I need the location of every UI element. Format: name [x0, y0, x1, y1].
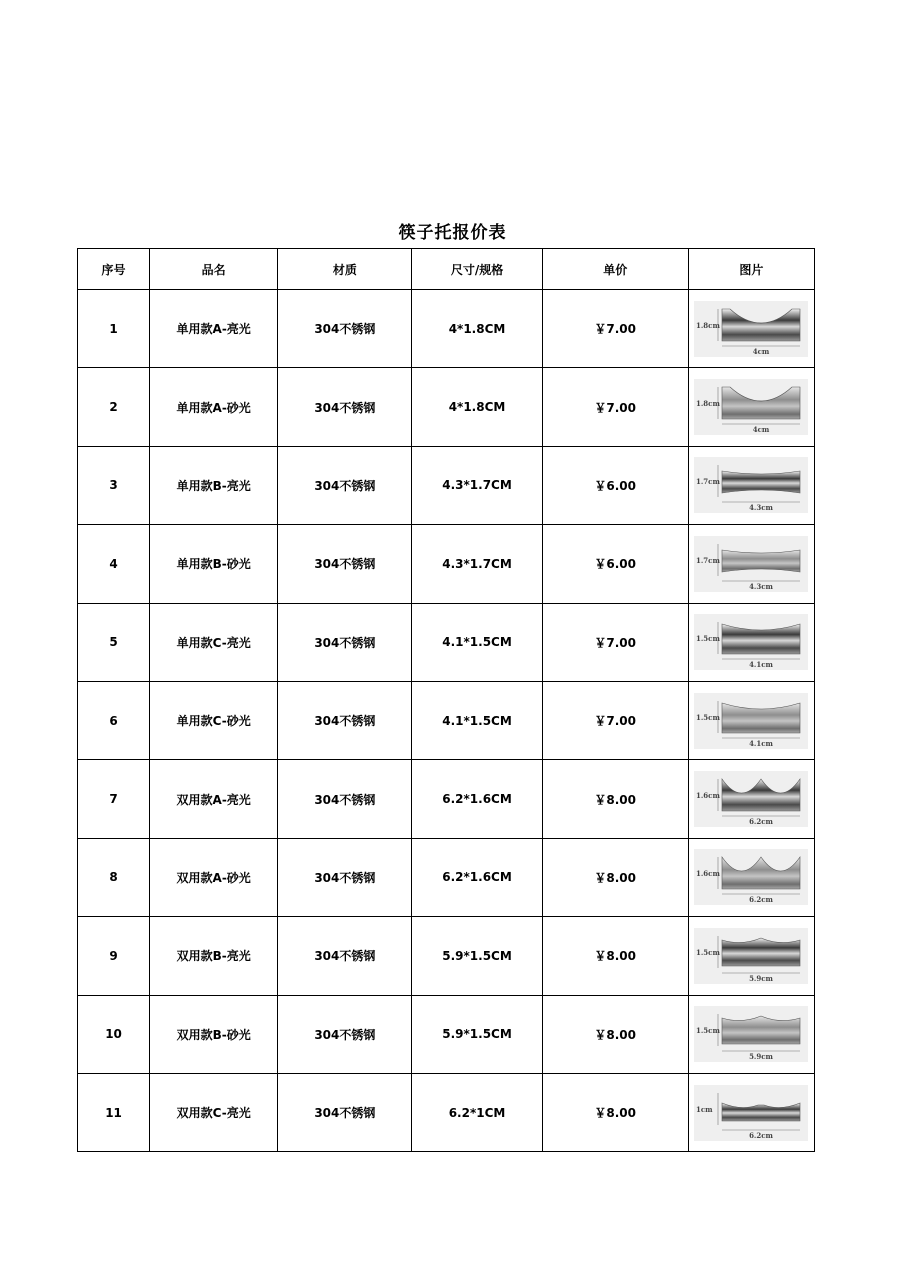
row-no: 3: [78, 446, 150, 524]
header-size: 尺寸/规格: [412, 249, 542, 290]
row-material: 304不锈钢: [278, 995, 412, 1073]
table-row: [78, 368, 815, 446]
dimension-width-label: 4.1cm: [749, 738, 774, 748]
row-image-cell: [688, 760, 814, 838]
chopstick-rest-shape: [722, 550, 800, 572]
table-row: [78, 1073, 815, 1151]
chopstick-rest-shape: [722, 471, 800, 493]
dimension-width-label: 6.2cm: [749, 1130, 774, 1140]
row-material: 304不锈钢: [278, 1073, 412, 1151]
dimension-width-label: 4cm: [753, 425, 770, 435]
dimension-height-label: 1.5cm: [696, 634, 721, 644]
row-price: ￥7.00: [542, 681, 688, 759]
row-name: 双用款B-亮光: [150, 917, 278, 995]
row-no: 10: [78, 995, 150, 1073]
row-price: ￥6.00: [542, 446, 688, 524]
row-size: 4.3*1.7CM: [412, 525, 542, 603]
row-name: 单用款B-砂光: [150, 525, 278, 603]
table-row: [78, 446, 815, 524]
header-name: 品名: [150, 249, 278, 290]
chopstick-rest-photo: [694, 928, 808, 984]
row-material: 304不锈钢: [278, 368, 412, 446]
row-name: 单用款B-亮光: [150, 446, 278, 524]
header-image: 图片: [688, 249, 814, 290]
row-price: ￥8.00: [542, 917, 688, 995]
dimension-height-label: 1.5cm: [696, 712, 721, 722]
row-size: 5.9*1.5CM: [412, 917, 542, 995]
chopstick-rest-photo: [694, 1085, 808, 1141]
row-name: 双用款A-砂光: [150, 838, 278, 916]
row-name: 双用款A-亮光: [150, 760, 278, 838]
dimension-height-label: 1.8cm: [696, 320, 721, 330]
dimension-height-label: 1.8cm: [696, 399, 721, 409]
dimension-height-label: 1.7cm: [696, 477, 721, 487]
chopstick-rest-photo: [694, 771, 808, 827]
row-size: 4*1.8CM: [412, 290, 542, 368]
row-price: ￥7.00: [542, 603, 688, 681]
dimension-width-label: 6.2cm: [749, 895, 774, 905]
row-name: 单用款C-亮光: [150, 603, 278, 681]
row-name: 双用款B-砂光: [150, 995, 278, 1073]
table-row: [78, 603, 815, 681]
table-header-row: [78, 249, 815, 290]
price-table: [77, 248, 815, 1152]
row-no: 4: [78, 525, 150, 603]
row-size: 6.2*1CM: [412, 1073, 542, 1151]
chopstick-rest-photo: [694, 536, 808, 592]
row-material: 304不锈钢: [278, 603, 412, 681]
dimension-height-label: 1.6cm: [696, 791, 721, 801]
row-no: 2: [78, 368, 150, 446]
chopstick-rest-photo: [694, 1006, 808, 1062]
chopstick-rest-photo: [694, 849, 808, 905]
row-no: 5: [78, 603, 150, 681]
row-name: 单用款C-砂光: [150, 681, 278, 759]
row-material: 304不锈钢: [278, 917, 412, 995]
table-row: [78, 681, 815, 759]
row-image-cell: [688, 446, 814, 524]
row-material: 304不锈钢: [278, 446, 412, 524]
row-image-cell: [688, 290, 814, 368]
dimension-width-label: 4.1cm: [749, 660, 774, 670]
row-image-cell: [688, 681, 814, 759]
row-material: 304不锈钢: [278, 290, 412, 368]
row-price: ￥8.00: [542, 838, 688, 916]
chopstick-rest-photo: [694, 614, 808, 670]
row-size: 4*1.8CM: [412, 368, 542, 446]
row-material: 304不锈钢: [278, 525, 412, 603]
row-no: 6: [78, 681, 150, 759]
row-no: 8: [78, 838, 150, 916]
row-size: 4.1*1.5CM: [412, 603, 542, 681]
dimension-width-label: 5.9cm: [749, 973, 774, 983]
dimension-width-label: 4.3cm: [749, 503, 774, 513]
header-price: 单价: [542, 249, 688, 290]
dimension-width-label: 5.9cm: [749, 1052, 774, 1062]
row-price: ￥8.00: [542, 995, 688, 1073]
chopstick-rest-photo: [694, 379, 808, 435]
row-image-cell: [688, 1073, 814, 1151]
row-material: 304不锈钢: [278, 681, 412, 759]
chopstick-rest-shape: [722, 938, 800, 966]
row-material: 304不锈钢: [278, 838, 412, 916]
row-material: 304不锈钢: [278, 760, 412, 838]
row-name: 双用款C-亮光: [150, 1073, 278, 1151]
row-no: 9: [78, 917, 150, 995]
dimension-width-label: 4cm: [753, 346, 770, 356]
row-no: 7: [78, 760, 150, 838]
chopstick-rest-photo: [694, 693, 808, 749]
row-image-cell: [688, 917, 814, 995]
dimension-height-label: 1cm: [696, 1104, 713, 1114]
row-price: ￥8.00: [542, 760, 688, 838]
row-image-cell: [688, 368, 814, 446]
chopstick-rest-shape: [722, 1016, 800, 1044]
table-row: [78, 995, 815, 1073]
table-body: [78, 290, 815, 1152]
row-no: 1: [78, 290, 150, 368]
dimension-width-label: 6.2cm: [749, 817, 774, 827]
row-price: ￥8.00: [542, 1073, 688, 1151]
row-size: 6.2*1.6CM: [412, 760, 542, 838]
row-price: ￥7.00: [542, 290, 688, 368]
chopstick-rest-photo: [694, 301, 808, 357]
page-title: 筷子托报价表: [398, 223, 507, 243]
table-row: [78, 525, 815, 603]
row-size: 6.2*1.6CM: [412, 838, 542, 916]
dimension-height-label: 1.6cm: [696, 869, 721, 879]
row-price: ￥6.00: [542, 525, 688, 603]
row-size: 4.3*1.7CM: [412, 446, 542, 524]
row-image-cell: [688, 525, 814, 603]
table-row: [78, 917, 815, 995]
dimension-width-label: 4.3cm: [749, 581, 774, 591]
row-image-cell: [688, 603, 814, 681]
header-material: 材质: [278, 249, 412, 290]
row-name: 单用款A-亮光: [150, 290, 278, 368]
dimension-height-label: 1.5cm: [696, 1026, 721, 1036]
row-image-cell: [688, 838, 814, 916]
dimension-height-label: 1.5cm: [696, 947, 721, 957]
row-size: 4.1*1.5CM: [412, 681, 542, 759]
row-no: 11: [78, 1073, 150, 1151]
row-price: ￥7.00: [542, 368, 688, 446]
table-row: [78, 760, 815, 838]
table-row: [78, 290, 815, 368]
dimension-height-label: 1.7cm: [696, 555, 721, 565]
table-row: [78, 838, 815, 916]
row-name: 单用款A-砂光: [150, 368, 278, 446]
header-no: 序号: [78, 249, 150, 290]
row-image-cell: [688, 995, 814, 1073]
chopstick-rest-photo: [694, 457, 808, 513]
row-size: 5.9*1.5CM: [412, 995, 542, 1073]
